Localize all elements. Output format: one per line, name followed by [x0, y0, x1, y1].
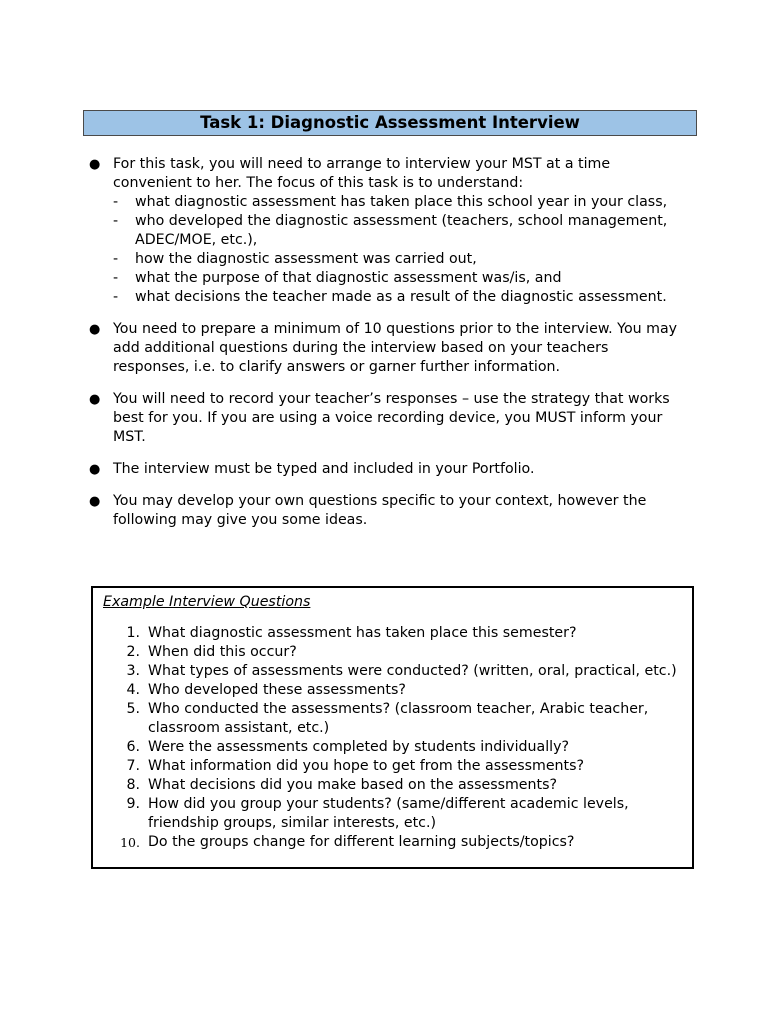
sublist-item-text: what the purpose of that diagnostic assessment was/is, and [135, 270, 562, 286]
sublist-item-text: who developed the diagnostic assessment (teachers, school management, ADEC/MOE, etc.), [135, 213, 668, 248]
question-item [103, 662, 681, 681]
bullet-item [86, 320, 686, 377]
dash-icon: - [113, 270, 119, 286]
bullet-icon: ● [89, 494, 101, 509]
question-item [103, 700, 681, 738]
bullet-item [86, 390, 686, 447]
sublist-item [113, 250, 686, 269]
question-text: When did this occur? [148, 644, 297, 660]
question-number: 2. [126, 644, 140, 660]
question-number: 6. [126, 739, 140, 755]
question-number: 3. [126, 663, 140, 679]
question-text: What decisions did you make based on the assessments? [148, 777, 557, 793]
question-number: 10. [120, 835, 140, 850]
sublist-item [113, 212, 686, 250]
question-number: 9. [126, 796, 140, 812]
focus-sublist [113, 193, 686, 307]
question-number: 8. [126, 777, 140, 793]
question-text: What diagnostic assessment has taken place this semester? [148, 625, 577, 641]
page-title: Task 1: Diagnostic Assessment Interview [83, 110, 697, 136]
question-item [103, 624, 681, 643]
bullet-text: You may develop your own questions specific to your context, however the following may give you some ideas. [113, 493, 647, 528]
dash-icon: - [113, 289, 119, 305]
question-item [103, 833, 681, 852]
question-text: Do the groups change for different learning subjects/topics? [148, 834, 575, 850]
bullet-text: The interview must be typed and included in your Portfolio. [113, 461, 535, 477]
bullet-item [86, 492, 686, 530]
bullet-icon: ● [89, 322, 101, 337]
bullet-text: You need to prepare a minimum of 10 questions prior to the interview. You may add additional questions during the interview based on your teachers responses, i.e. to clarify answers or garner further information. [113, 321, 678, 375]
sublist-item-text: what decisions the teacher made as a result of the diagnostic assessment. [135, 289, 667, 305]
bullet-item [86, 460, 686, 479]
example-questions-list [103, 624, 681, 852]
example-questions-title: Example Interview Questions [103, 594, 311, 610]
sublist-item [113, 288, 686, 307]
question-item [103, 776, 681, 795]
bullet-text: You will need to record your teacher’s responses – use the strategy that works best for you. If you are using a voice recording device, you MUST inform your MST. [113, 391, 670, 445]
example-questions-box [91, 586, 694, 869]
question-text: Who conducted the assessments? (classroom teacher, Arabic teacher, classroom assistant, etc.) [148, 701, 649, 736]
sublist-item [113, 269, 686, 288]
bullet-icon: ● [89, 462, 101, 477]
question-text: Who developed these assessments? [148, 682, 406, 698]
question-number: 1. [126, 625, 140, 641]
sublist-item-text: how the diagnostic assessment was carried out, [135, 251, 477, 267]
dash-icon: - [113, 194, 119, 210]
question-text: What types of assessments were conducted? (written, oral, practical, etc.) [148, 663, 677, 679]
question-number: 5. [126, 701, 140, 717]
question-number: 4. [126, 682, 140, 698]
bullet-icon: ● [89, 157, 101, 172]
dash-icon: - [113, 251, 119, 267]
question-item [103, 795, 681, 833]
bullet-item [86, 155, 686, 307]
instruction-list [86, 155, 686, 543]
question-item [103, 738, 681, 757]
dash-icon: - [113, 213, 119, 229]
sublist-item [113, 193, 686, 212]
question-item [103, 643, 681, 662]
question-item [103, 757, 681, 776]
question-item [103, 681, 681, 700]
question-text: How did you group your students? (same/different academic levels, friendship groups, similar interests, etc.) [148, 796, 629, 831]
question-text: Were the assessments completed by students individually? [148, 739, 570, 755]
bullet-icon: ● [89, 392, 101, 407]
sublist-item-text: what diagnostic assessment has taken place this school year in your class, [135, 194, 668, 210]
question-text: What information did you hope to get from the assessments? [148, 758, 585, 774]
question-number: 7. [126, 758, 140, 774]
bullet-text: For this task, you will need to arrange to interview your MST at a time convenient to her. The focus of this task is to understand: [113, 156, 611, 191]
